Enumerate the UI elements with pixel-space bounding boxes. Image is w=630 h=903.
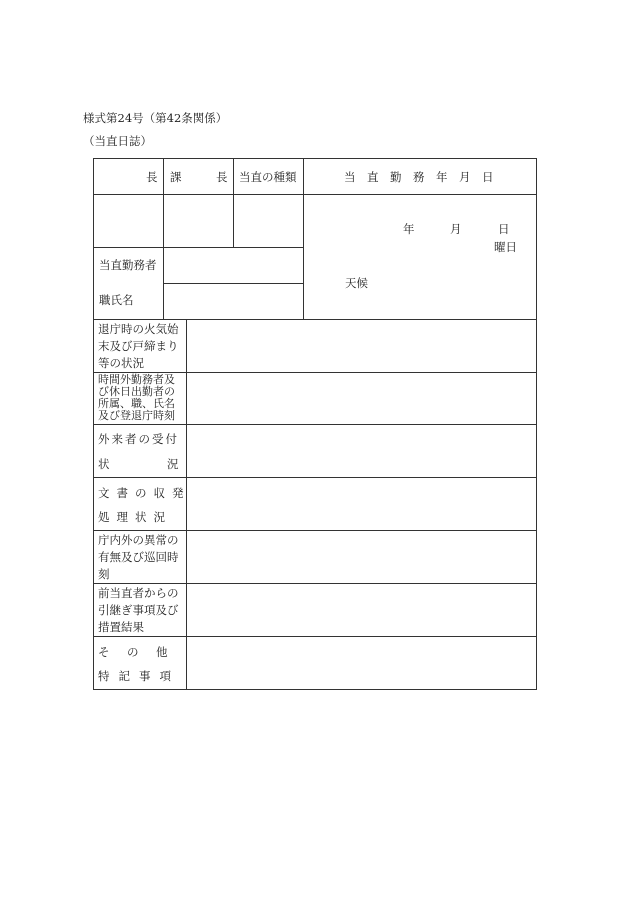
border-top: [93, 158, 537, 159]
date-year-label: 年: [403, 222, 415, 236]
date-day-label: 日: [498, 222, 510, 236]
row-7-line-2: 特記事項: [98, 669, 180, 683]
row-1-line-2: 末及び戸締まり: [98, 339, 179, 353]
duty-person-label: 当直勤務者: [99, 258, 157, 272]
row-2-line-3: 所属、職、氏名: [98, 397, 175, 410]
date-weekday-label: 曜日: [494, 240, 517, 254]
section-chief-label: 課 長: [170, 170, 228, 184]
row-1-label: [98, 321, 179, 372]
duty-date-label: 当 直 勤 務 年 月 日: [344, 170, 494, 184]
row-5-line-1: 庁内外の異常の: [98, 533, 179, 547]
row-2-line-2: び休日出勤者の: [98, 385, 175, 398]
row-2-entry[interactable]: [187, 373, 536, 424]
border-bottom: [93, 689, 537, 690]
form-title: 様式第24号（第42条関係）: [83, 111, 228, 125]
row-3-entry[interactable]: [187, 425, 536, 477]
row-3-line-2: 状 況: [98, 457, 179, 471]
row-7-line-1: そ の 他: [98, 645, 171, 659]
row-6-entry[interactable]: [187, 584, 536, 636]
duty-person-name-label: 職氏名: [99, 293, 134, 307]
row-1-line-1: 退庁時の火気始: [98, 322, 179, 336]
row-4-entry[interactable]: [187, 478, 536, 530]
row-5-line-2: 有無及び巡回時: [98, 550, 179, 564]
divider-duty-type: [303, 158, 304, 319]
row-5-label: [98, 532, 179, 583]
row-6-line-3: 措置結果: [98, 620, 144, 634]
duty-person-field-1[interactable]: [164, 248, 303, 283]
row-3-line-1: 外来者の受付: [98, 432, 179, 446]
chief-stamp-cell[interactable]: [94, 195, 163, 247]
row-4-line-1: 文書の収発: [98, 486, 191, 500]
row-2-line-4: 及び登退庁時刻: [98, 409, 175, 422]
row-5-line-3: 刻: [98, 567, 110, 581]
weather-label: 天候: [345, 276, 368, 290]
row-6-label: [98, 585, 179, 636]
date-month-label: 月: [450, 222, 462, 236]
row-2-label: [98, 374, 175, 422]
chief-label: 長: [146, 170, 158, 184]
duty-type-label: 当直の種類: [239, 170, 297, 184]
row-6-line-1: 前当直者からの: [98, 586, 179, 600]
row-1-line-3: 等の状況: [98, 356, 144, 370]
row-2-line-1: 時間外勤務者及: [98, 373, 175, 386]
form-subtitle: （当直日誌）: [83, 134, 152, 148]
row-7-entry[interactable]: [187, 637, 536, 689]
row-4-line-2: 処理状況: [98, 510, 172, 524]
row-6-line-2: 引継ぎ事項及び: [98, 603, 179, 617]
duty-person-field-2[interactable]: [164, 284, 303, 319]
section-chief-stamp-cell[interactable]: [164, 195, 233, 247]
row-1-entry[interactable]: [187, 320, 536, 372]
row-5-entry[interactable]: [187, 531, 536, 583]
duty-type-cell[interactable]: [234, 195, 303, 247]
